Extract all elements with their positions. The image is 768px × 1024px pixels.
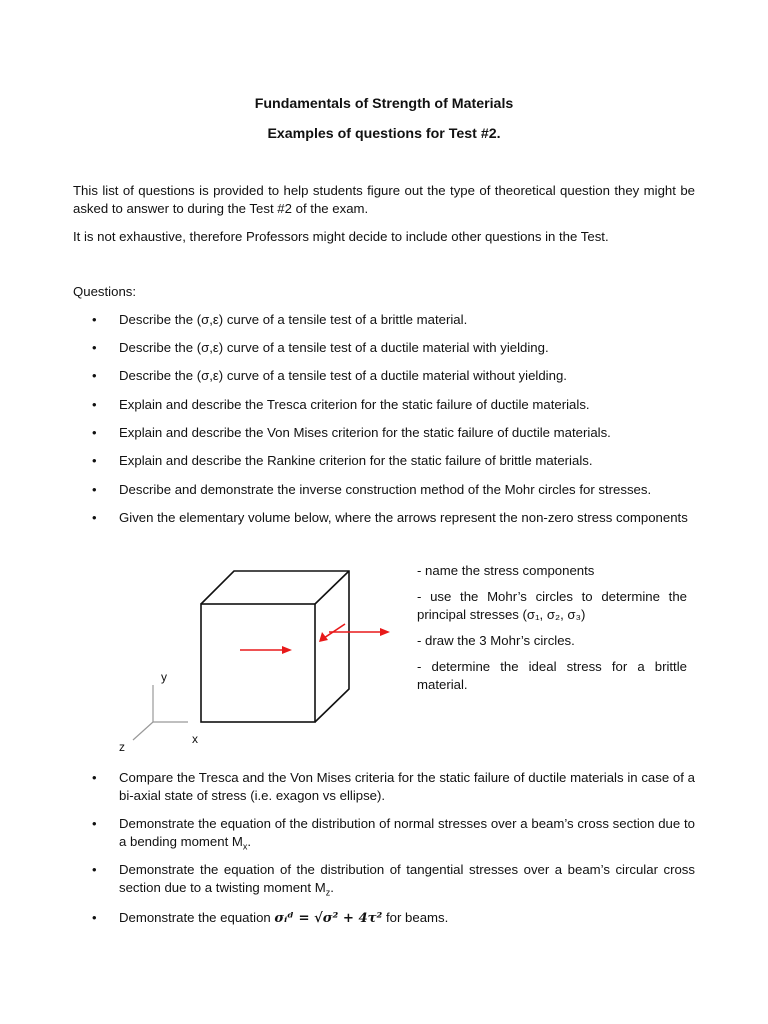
bullet: •: [92, 340, 97, 355]
question-12-suffix: for beams.: [382, 910, 449, 925]
question-10: [119, 815, 695, 856]
elementary-volume-figure: [100, 560, 400, 760]
question-11-text: Demonstrate the equation of the distribution of tangential stresses over a beam’s circular cross section due to a twisting moment M: [119, 862, 695, 895]
bullet: •: [92, 862, 97, 877]
bullet: •: [92, 816, 97, 831]
figure-note-1: - name the stress components: [417, 563, 595, 578]
question-6: Explain and describe the Rankine criterion for the static failure of brittle materials.: [119, 453, 593, 468]
question-10-subscript: x: [242, 841, 248, 852]
shear-arrow-shaft: [324, 624, 345, 638]
bullet: •: [92, 425, 97, 440]
figure-note-2: - use the Mohr’s circles to determine the principal stresses (σ₁, σ₂, σ₃): [417, 589, 687, 622]
question-12-prefix: Demonstrate the equation: [119, 910, 275, 925]
question-10-text: Demonstrate the equation of the distribution of normal stresses over a beam’s cross section due to a bending moment M: [119, 816, 695, 849]
questions-label: Questions:: [73, 284, 137, 299]
bullet: •: [92, 510, 97, 525]
question-11-subscript: z: [325, 887, 331, 898]
ideal-stress-equation: σᵢᵈ = √σ² + 4τ²: [274, 911, 383, 926]
bullet: •: [92, 453, 97, 468]
question-2: Describe the (σ,ε) curve of a tensile test of a ductile material with yielding.: [119, 340, 549, 355]
question-10-end: .: [247, 834, 252, 849]
question-1: Describe the (σ,ε) curve of a tensile test of a brittle material.: [119, 312, 468, 327]
figure-note-4: - determine the ideal stress for a brittle material.: [417, 659, 687, 692]
axis-x-label: x: [192, 732, 198, 746]
question-8: Given the elementary volume below, where the arrows represent the non-zero stress components: [119, 510, 688, 525]
question-11: [119, 861, 695, 902]
question-9: Compare the Tresca and the Von Mises criteria for the static failure of ductile materials in case of a bi-axial state of stress (i.e. exagon vs ellipse).: [119, 770, 695, 803]
bullet: •: [92, 368, 97, 383]
bullet: •: [92, 910, 97, 925]
cube-top-right-edge: [315, 571, 349, 604]
intro-paragraph-2: It is not exhaustive, therefore Professors might decide to include other questions in the Test.: [73, 229, 609, 244]
figure-instructions: [417, 562, 687, 702]
intro-paragraph-1: This list of questions is provided to help students figure out the type of theoretical question they might be asked to answer to during the Test #2 of the exam.: [73, 183, 695, 216]
axis-triad: [133, 685, 188, 740]
bullet: •: [92, 397, 97, 412]
document-subtitle: Examples of questions for Test #2.: [267, 126, 501, 142]
question-5: Explain and describe the Von Mises criterion for the static failure of ductile materials.: [119, 425, 611, 440]
axis-y-label: y: [161, 670, 167, 684]
axis-z-label: z: [119, 740, 125, 754]
front-normal-arrow-head: [282, 646, 292, 654]
question-4: Explain and describe the Tresca criterion for the static failure of ductile materials.: [119, 397, 590, 412]
bullet: •: [92, 312, 97, 327]
question-12: [119, 909, 695, 928]
document-title: Fundamentals of Strength of Materials: [254, 96, 514, 112]
figure-note-3: - draw the 3 Mohr’s circles.: [417, 633, 575, 648]
z-axis-line: [133, 722, 153, 740]
question-11-end: .: [330, 880, 334, 895]
bullet: •: [92, 770, 97, 785]
cube-front-face: [201, 604, 315, 722]
question-7: Describe and demonstrate the inverse construction method of the Mohr circles for stresses.: [119, 482, 652, 497]
side-normal-arrow-head: [380, 628, 390, 636]
bullet: •: [92, 482, 97, 497]
question-3: Describe the (σ,ε) curve of a tensile test of a ductile material without yielding.: [119, 368, 567, 383]
